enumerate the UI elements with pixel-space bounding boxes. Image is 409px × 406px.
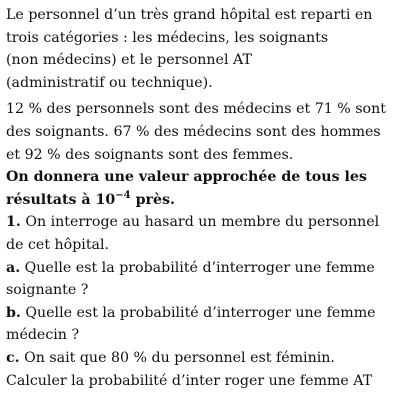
intro-line-2: trois catégories : les médecins, les soignants: [6, 29, 329, 46]
question-b-line-2: médecin ?: [6, 327, 80, 344]
stats-line-2: des soignants. 67 % des médecins sont des hommes: [6, 123, 381, 140]
question-c-line-2: Calculer la probabilité d’inter roger une femme AT: [6, 372, 373, 389]
question-b-label: b.: [6, 304, 21, 321]
question-1-number: 1.: [6, 214, 21, 231]
instruction-line-1: On donnera une valeur approchée de tous les: [6, 169, 367, 186]
stats-line-3: et 92 % des soignants sont des femmes.: [6, 146, 294, 163]
instruction-line-2: résultats à $10^{-4}$ près.: [6, 189, 175, 208]
question-b-line-1: b. Quelle est la probabilité d’interroger une femme: [6, 304, 376, 321]
question-a-line-1: a. Quelle est la probabilité d’interroger une femme: [6, 259, 375, 276]
exercise-text: [6, 4, 406, 392]
intro-line-1: Le personnel d’un très grand hôpital est reparti en: [6, 7, 373, 23]
question-1-line-2: de cet hôpital.: [6, 236, 110, 253]
question-1-line-1: 1. On interroge au hasard un membre du personnel: [6, 214, 380, 231]
exponent: −4: [115, 189, 131, 201]
intro-line-3: (non médecins) et le personnel AT: [6, 52, 252, 69]
question-c-line-1: c. On sait que 80 % du personnel est féminin.: [6, 349, 335, 366]
question-a-line-2: soignante ?: [6, 282, 89, 299]
intro-line-4: (administratif ou technique).: [6, 74, 213, 91]
question-c-label: c.: [6, 349, 20, 366]
question-a-label: a.: [6, 259, 21, 276]
stats-line-1: 12 % des personnels sont des médecins et 71 % sont: [6, 101, 386, 118]
